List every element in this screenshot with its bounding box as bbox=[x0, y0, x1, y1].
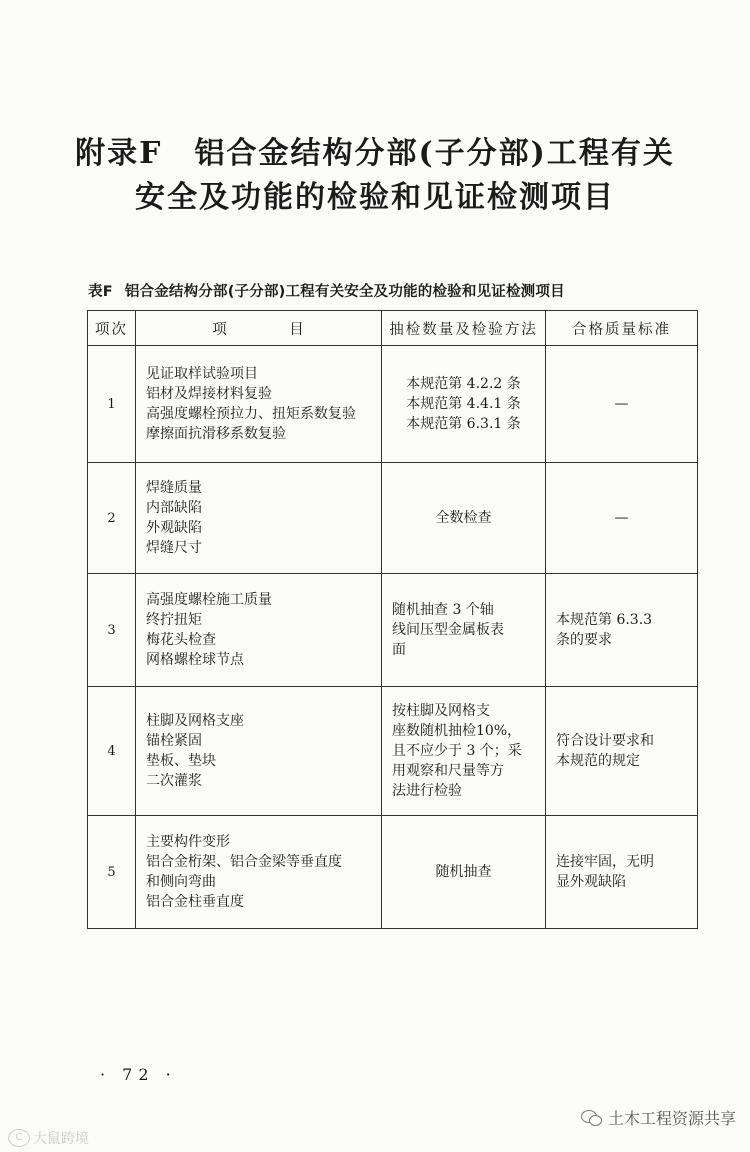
method-line: 法进行检验 bbox=[392, 783, 462, 799]
row-index: 1 bbox=[88, 346, 136, 463]
page-number: · 72 · bbox=[100, 1065, 177, 1084]
item-line: 锚栓紧固 bbox=[146, 733, 202, 749]
item-line: 梅花头检查 bbox=[146, 632, 216, 648]
row-items bbox=[136, 346, 382, 463]
method-line: 随机抽查 3 个轴 bbox=[392, 602, 494, 618]
row-standard bbox=[546, 574, 698, 687]
row-items bbox=[136, 463, 382, 574]
method-line: 本规范第 6.3.1 条 bbox=[406, 416, 521, 432]
method-line: 随机抽查 bbox=[435, 864, 492, 880]
row-method bbox=[382, 463, 546, 574]
table-row bbox=[88, 463, 698, 574]
wechat-icon bbox=[581, 1110, 603, 1126]
standard-line: — bbox=[614, 396, 629, 412]
table-caption-text: 铝合金结构分部(子分部)工程有关安全及功能的检验和见证检测项目 bbox=[124, 284, 565, 300]
page-title-line-2: 安全及功能的检验和见证检测项目 bbox=[135, 180, 615, 215]
method-line: 座数随机抽检10%， bbox=[392, 723, 522, 739]
method-line: 按柱脚及网格支 bbox=[392, 703, 490, 719]
method-line: 且不应少于 3 个；采 bbox=[392, 743, 522, 759]
row-standard bbox=[546, 346, 698, 463]
header-item: 项 目 bbox=[136, 311, 382, 346]
row-index: 4 bbox=[88, 687, 136, 816]
item-line: 铝合金柱垂直度 bbox=[146, 894, 244, 910]
method-line: 用观察和尺量等方 bbox=[392, 763, 504, 779]
row-standard bbox=[546, 816, 698, 929]
header-method: 抽检数量及检验方法 bbox=[382, 311, 546, 346]
watermark-text: 土木工程资源共享 bbox=[607, 1109, 736, 1128]
table-row bbox=[88, 574, 698, 687]
item-line: 终拧扭矩 bbox=[146, 612, 202, 628]
item-line: 铝合金桁架、铝合金梁等垂直度 bbox=[146, 854, 342, 870]
item-line: 焊缝质量 bbox=[146, 480, 202, 496]
item-line: 主要构件变形 bbox=[146, 834, 230, 850]
inspection-table bbox=[87, 310, 698, 929]
standard-line: — bbox=[614, 510, 629, 526]
item-line: 铝材及焊接材料复验 bbox=[146, 386, 272, 402]
item-line: 高强度螺栓预拉力、扭矩系数复验 bbox=[146, 406, 356, 422]
item-line: 二次灌浆 bbox=[146, 773, 202, 789]
item-line: 摩擦面抗滑移系数复验 bbox=[146, 426, 286, 442]
row-method bbox=[382, 346, 546, 463]
method-line: 本规范第 4.2.2 条 bbox=[406, 376, 521, 392]
table-row bbox=[88, 687, 698, 816]
item-line: 垫板、垫块 bbox=[146, 753, 216, 769]
item-line: 高强度螺栓施工质量 bbox=[146, 592, 272, 608]
method-line: 全数检查 bbox=[435, 510, 492, 526]
corner-watermark bbox=[8, 1128, 89, 1148]
watermark-logo-icon: C bbox=[8, 1129, 30, 1147]
row-index: 5 bbox=[88, 816, 136, 929]
table-header-row bbox=[88, 311, 698, 346]
standard-line: 连接牢固，无明 bbox=[556, 854, 654, 870]
item-line: 内部缺陷 bbox=[146, 500, 202, 516]
row-items bbox=[136, 816, 382, 929]
item-line: 柱脚及网格支座 bbox=[146, 713, 244, 729]
standard-line: 本规范第 6.3.3 bbox=[556, 612, 653, 628]
row-standard bbox=[546, 463, 698, 574]
table-row bbox=[88, 346, 698, 463]
standard-line: 本规范的规定 bbox=[556, 753, 640, 769]
item-line: 焊缝尺寸 bbox=[146, 540, 202, 556]
method-line: 线间压型金属板表 bbox=[392, 622, 504, 638]
table-caption-label: 表F bbox=[88, 284, 113, 300]
header-standard: 合格质量标准 bbox=[546, 311, 698, 346]
standard-line: 显外观缺陷 bbox=[556, 874, 626, 890]
wechat-watermark bbox=[581, 1106, 736, 1129]
table-caption bbox=[88, 280, 698, 301]
standard-line: 条的要求 bbox=[556, 632, 612, 648]
item-line: 和侧向弯曲 bbox=[146, 874, 216, 890]
page-title bbox=[0, 132, 750, 220]
item-line: 外观缺陷 bbox=[146, 520, 202, 536]
method-line: 面 bbox=[392, 642, 406, 658]
header-index: 项次 bbox=[88, 311, 136, 346]
row-standard bbox=[546, 687, 698, 816]
row-items bbox=[136, 574, 382, 687]
row-method bbox=[382, 574, 546, 687]
row-method bbox=[382, 816, 546, 929]
table-row bbox=[88, 816, 698, 929]
row-items bbox=[136, 687, 382, 816]
row-method bbox=[382, 687, 546, 816]
standard-line: 符合设计要求和 bbox=[556, 733, 654, 749]
row-index: 2 bbox=[88, 463, 136, 574]
row-index: 3 bbox=[88, 574, 136, 687]
item-line: 见证取样试验项目 bbox=[146, 366, 258, 382]
page-title-line-1: 附录F 铝合金结构分部(子分部)工程有关 bbox=[75, 136, 675, 171]
item-line: 网格螺栓球节点 bbox=[146, 652, 244, 668]
method-line: 本规范第 4.4.1 条 bbox=[406, 396, 521, 412]
corner-watermark-text: 大鼠跨境 bbox=[33, 1131, 89, 1147]
